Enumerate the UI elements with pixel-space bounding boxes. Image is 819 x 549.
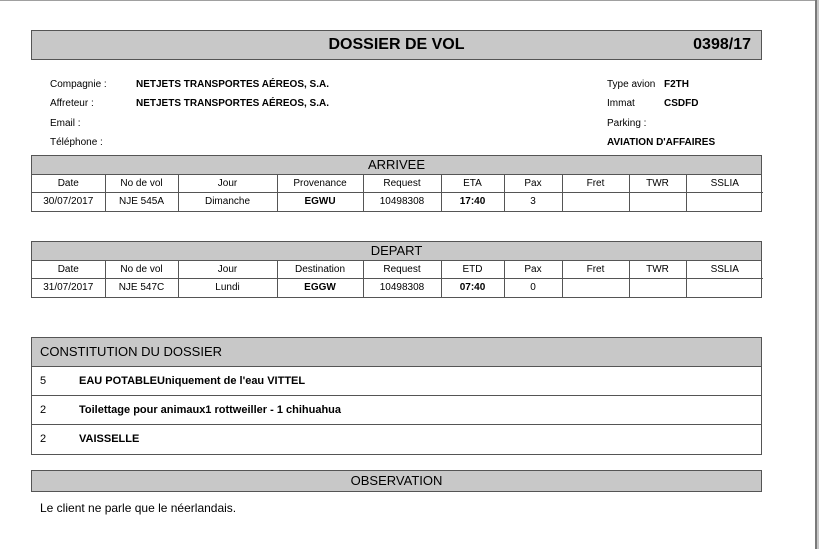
arrival-date: 30/07/2017 bbox=[32, 192, 105, 211]
document-title-bar bbox=[31, 30, 762, 60]
departure-twr bbox=[629, 278, 686, 297]
arrival-eta: 17:40 bbox=[441, 192, 504, 211]
col-twr: TWR bbox=[629, 175, 686, 192]
arrival-sslia bbox=[686, 192, 763, 211]
arrival-request: 10498308 bbox=[363, 192, 441, 211]
company-label: Compagnie : bbox=[50, 79, 107, 90]
arrival-day: Dimanche bbox=[178, 192, 277, 211]
arrival-flight-no: NJE 545A bbox=[105, 192, 178, 211]
arrival-pax: 3 bbox=[504, 192, 562, 211]
col-twr: TWR bbox=[629, 261, 686, 278]
col-eta: ETA bbox=[441, 175, 504, 192]
arrival-header-row bbox=[32, 175, 763, 192]
table-row bbox=[32, 192, 763, 211]
email-label: Email : bbox=[50, 118, 81, 129]
list-item bbox=[32, 425, 761, 454]
col-date: Date bbox=[32, 175, 105, 192]
list-item bbox=[32, 367, 761, 396]
item-description: Toilettage pour animaux1 rottweiller - 1 chihuahua bbox=[79, 404, 342, 416]
col-flight-no: No de vol bbox=[105, 175, 178, 192]
departure-destination: EGGW bbox=[277, 278, 363, 297]
document-title: DOSSIER DE VOL bbox=[328, 36, 465, 53]
col-day: Jour bbox=[178, 261, 277, 278]
aircraft-type-value: F2TH bbox=[664, 79, 689, 90]
departure-etd: 07:40 bbox=[441, 278, 504, 297]
item-quantity: 5 bbox=[40, 375, 47, 387]
arrival-origin: EGWU bbox=[277, 192, 363, 211]
departure-flight-no: NJE 547C bbox=[105, 278, 178, 297]
departure-pax: 0 bbox=[504, 278, 562, 297]
departure-header-row bbox=[32, 261, 763, 278]
col-freight: Fret bbox=[562, 261, 629, 278]
charterer-value: NETJETS TRANSPORTES AÉREOS, S.A. bbox=[136, 98, 329, 109]
col-pax: Pax bbox=[504, 261, 562, 278]
item-description: EAU POTABLEUniquement de l'eau VITTEL bbox=[79, 375, 306, 387]
departure-sslia bbox=[686, 278, 763, 297]
departure-date: 31/07/2017 bbox=[32, 278, 105, 297]
aviation-category: AVIATION D'AFFAIRES bbox=[607, 137, 716, 148]
arrival-section bbox=[31, 155, 762, 212]
col-etd: ETD bbox=[441, 261, 504, 278]
item-quantity: 2 bbox=[40, 404, 47, 416]
col-destination: Destination bbox=[277, 261, 363, 278]
departure-request: 10498308 bbox=[363, 278, 441, 297]
dossier-constitution-section bbox=[31, 337, 762, 455]
list-item bbox=[32, 396, 761, 425]
col-request: Request bbox=[363, 175, 441, 192]
item-quantity: 2 bbox=[40, 433, 47, 445]
registration-value: CSDFD bbox=[664, 98, 699, 109]
col-day: Jour bbox=[178, 175, 277, 192]
departure-section bbox=[31, 241, 762, 298]
departure-table bbox=[32, 261, 763, 297]
col-origin: Provenance bbox=[277, 175, 363, 192]
arrival-title: ARRIVEE bbox=[32, 156, 761, 175]
observation-title: OBSERVATION bbox=[31, 470, 762, 492]
col-sslia: SSLIA bbox=[686, 261, 763, 278]
constitution-title: CONSTITUTION DU DOSSIER bbox=[32, 338, 761, 367]
departure-day: Lundi bbox=[178, 278, 277, 297]
registration-label: Immat bbox=[607, 98, 635, 109]
aircraft-type-label: Type avion bbox=[607, 79, 656, 90]
departure-title: DEPART bbox=[32, 242, 761, 261]
departure-freight bbox=[562, 278, 629, 297]
phone-label: Téléphone : bbox=[50, 137, 103, 148]
col-pax: Pax bbox=[504, 175, 562, 192]
col-date: Date bbox=[32, 261, 105, 278]
dossier-number: 0398/17 bbox=[693, 36, 751, 53]
page-top-edge bbox=[0, 0, 817, 1]
company-value: NETJETS TRANSPORTES AÉREOS, S.A. bbox=[136, 79, 329, 90]
col-flight-no: No de vol bbox=[105, 261, 178, 278]
charterer-label: Affreteur : bbox=[50, 98, 94, 109]
parking-label: Parking : bbox=[607, 118, 647, 129]
col-request: Request bbox=[363, 261, 441, 278]
arrival-table bbox=[32, 175, 763, 211]
col-freight: Fret bbox=[562, 175, 629, 192]
arrival-twr bbox=[629, 192, 686, 211]
observation-text: Le client ne parle que le néerlandais. bbox=[40, 501, 237, 515]
table-row bbox=[32, 278, 763, 297]
item-description: VAISSELLE bbox=[79, 433, 140, 445]
arrival-freight bbox=[562, 192, 629, 211]
col-sslia: SSLIA bbox=[686, 175, 763, 192]
